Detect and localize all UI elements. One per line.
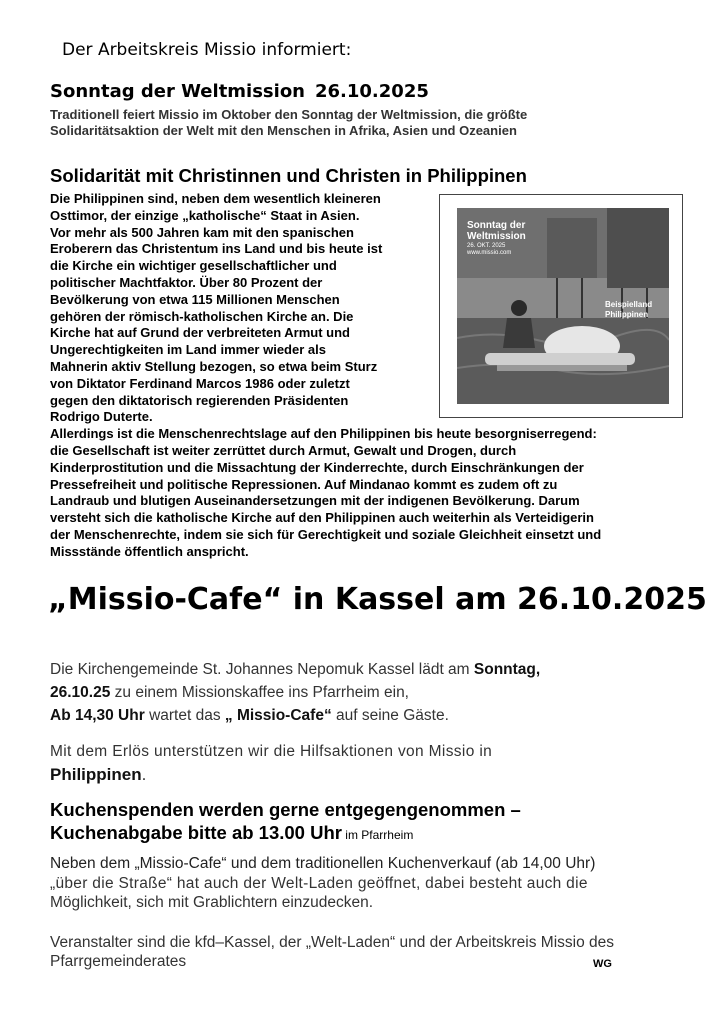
proceeds-country: Philippinen — [50, 765, 142, 784]
body-line: Allerdings ist die Menschenrechtslage auf den Philippinen bis heute besorgniserregend: — [50, 426, 597, 442]
body-line: der Menschenrechte, indem sie sich für Gerechtigkeit und soziale Gleichheit einsetzt und — [50, 527, 602, 542]
body-line: die Kirche ein wichtiger gesellschaftlicher und — [50, 258, 337, 274]
body-line: Pressefreiheit und politische Repressionen. Auf Mindanao kommt es zudem oft zu — [50, 476, 558, 492]
proceeds-text: . — [141, 765, 147, 784]
body-line: Osttimor, der einzige „katholische“ Staat in Asien. — [50, 207, 360, 223]
cake-donation-note — [50, 799, 521, 846]
body-line: Ungerechtigkeiten im Land immer wieder als — [50, 342, 326, 358]
poster-label-line: Beispielland — [605, 300, 653, 309]
subtitle-line: Traditionell feiert Missio im Oktober den Sonntag der Weltmission, die größte — [50, 107, 528, 122]
intro-line: Der Arbeitskreis Missio informiert: — [62, 40, 352, 60]
body-line: Landraub und blutigen Auseinandersetzungen mit der indigenen Bevölkerung. Darum — [50, 493, 580, 509]
body-line: Mahnerin aktiv Stellung bezogen, so etwa beim Sturz — [50, 359, 378, 374]
proceeds-line: Mit dem Erlös unterstützen wir die Hilfsaktionen von Missio in — [50, 743, 493, 760]
invite-line — [50, 706, 449, 725]
cake-location: im Pfarrheim — [341, 827, 414, 842]
invite-line — [50, 683, 409, 702]
body-line: Kinderprostitution und die Missachtung der Kinderrechte, durch Einschränkungen der — [50, 459, 584, 475]
cake-time: Kuchenabgabe bitte ab 13.00 Uhr — [50, 821, 342, 843]
body-line: Kirche hat auf Grund der verbreiteten Armut und — [50, 325, 351, 341]
body-line: von Diktator Ferdinand Marcos 1986 oder zuletzt — [50, 375, 350, 391]
cake-line — [50, 822, 521, 847]
poster-date: 26. OKT. 2025 — [467, 243, 506, 249]
invite-text: auf seine Gäste. — [331, 707, 449, 724]
body-line: die Gesellschaft ist weiter zerrüttet durch Armut, Gewalt und Drogen, durch — [50, 443, 517, 458]
section-title-solidaritaet: Solidarität mit Christinnen und Christen in Philippinen — [50, 165, 527, 186]
body-line: gehören der römisch-katholischen Kirche an. Die — [50, 308, 354, 324]
organizer-line: Pfarrgemeinderates — [50, 953, 187, 970]
body-line: Vor mehr als 500 Jahren kam mit den spanischen — [50, 224, 354, 240]
body-line: politischer Machtfaktor. Über 80 Prozent der — [50, 275, 323, 290]
invite-time: Ab 14,30 Uhr — [50, 707, 145, 724]
body-line: versteht sich die katholische Kirche auf den Philippinen auch weiterhin als Verteidigerin — [50, 510, 594, 526]
invite-text: zu einem Missionskaffee ins Pfarrheim ein, — [110, 684, 409, 701]
invite-text: wartet das — [144, 707, 225, 724]
section-title-missio-cafe: „Missio-Cafe“ in Kassel am 26.10.2025 — [48, 582, 707, 617]
section-title-weltmission — [50, 81, 429, 102]
section-date: 26.10.2025 — [315, 81, 429, 102]
invite-day: Sonntag, — [473, 661, 541, 678]
poster-photo — [457, 208, 669, 404]
body-line: Die Philippinen sind, neben dem wesentlich kleineren — [50, 191, 381, 206]
section-title-text: Sonntag der Weltmission — [50, 81, 305, 102]
section-subtitle — [50, 107, 527, 139]
info-line: Neben dem „Missio-Cafe“ und dem traditionellen Kuchenverkauf (ab 14,00 Uhr) — [50, 855, 596, 872]
invite-text: Die Kirchengemeinde St. Johannes Nepomuk Kassel lädt am — [50, 661, 474, 678]
body-line: Bevölkerung von etwa 115 Millionen Menschen — [50, 291, 340, 307]
poster-url: www.missio.com — [467, 250, 512, 256]
poster-title-line: Sonntag der — [467, 220, 526, 231]
subtitle-line: Solidaritätsaktion der Welt mit den Menschen in Afrika, Asien und Ozeanien — [50, 123, 517, 138]
body-line: Eroberern das Christentum ins Land und bis heute ist — [50, 241, 383, 257]
body-line: Rodrigo Duterte. — [50, 409, 153, 425]
poster-title-line: Weltmission — [467, 231, 526, 242]
proceeds-line — [50, 765, 146, 784]
invite-date: 26.10.25 — [50, 684, 111, 701]
body-line: gegen den diktatorisch regierenden Präsidenten — [50, 392, 349, 408]
cake-line: Kuchenspenden werden gerne entgegengenommen – — [50, 799, 521, 820]
info-line: Möglichkeit, sich mit Grablichtern einzudecken. — [50, 894, 374, 911]
invite-cafe-name: „ Missio-Cafe“ — [224, 707, 332, 724]
invite-line — [50, 660, 540, 679]
organizer-line: Veranstalter sind die kfd–Kassel, der „Welt-Laden“ und der Arbeitskreis Missio des — [50, 934, 615, 951]
signature-initials: WG — [593, 958, 612, 970]
body-line: Missstände öffentlich anspricht. — [50, 543, 249, 559]
poster-label-line: Philippinen — [605, 310, 649, 319]
info-line: „über die Straße“ hat auch der Welt-Laden geöffnet, dabei besteht auch die — [50, 875, 588, 892]
poster-image-frame — [439, 194, 683, 418]
